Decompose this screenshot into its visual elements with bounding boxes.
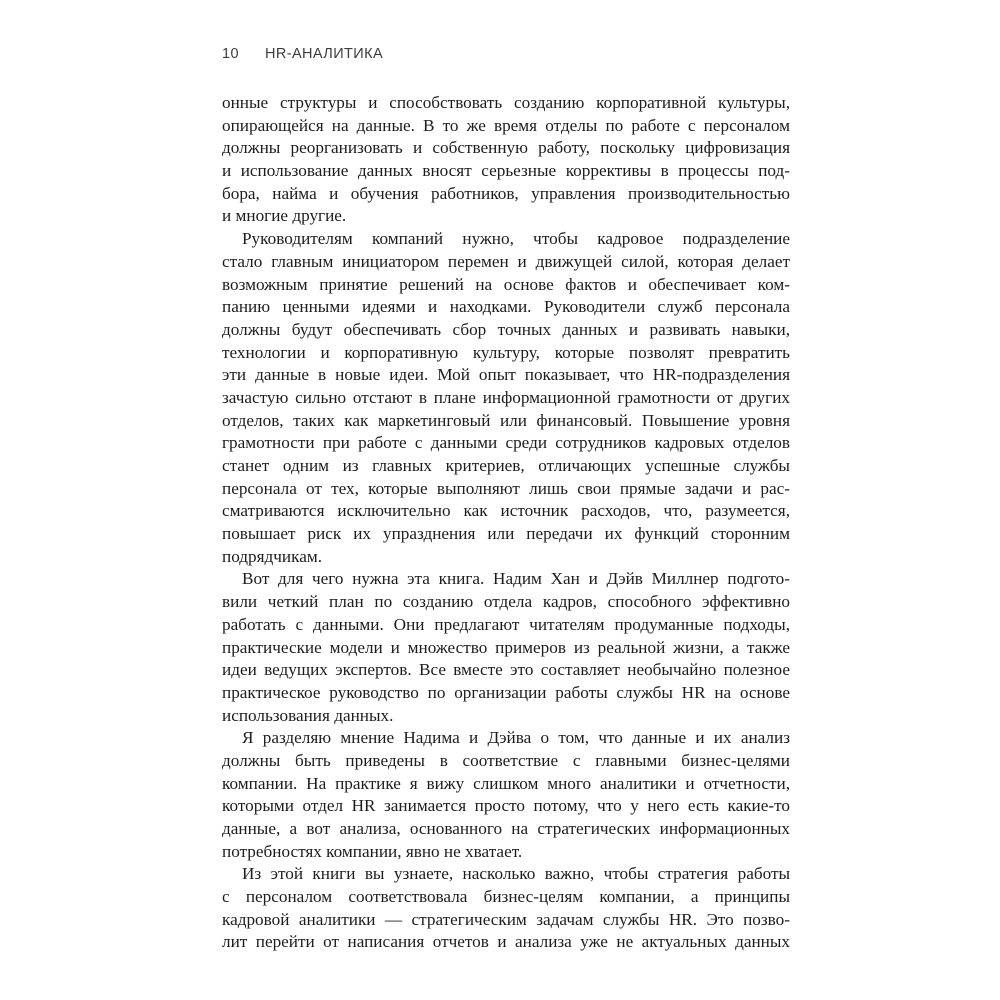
text-line: должны реорганизовать и собственную работу, поскольку цифровизация: [222, 138, 790, 158]
text-line: компании. На практике я вижу слишком много аналитики и отчетности,: [222, 773, 790, 793]
text-line: онные структуры и способствовать созданию корпоративной культуры,: [222, 93, 790, 112]
text-line: сматриваются исключительно как источник расходов, что, разумеется,: [222, 501, 790, 521]
text-line: потребностях компании, явно не хватает.: [222, 841, 523, 861]
text-line: данные, а вот анализа, основанного на стратегических информационных: [222, 819, 790, 838]
text-line: Я разделяю мнение Надима и Дэйва о том, что данные и их анализ: [242, 728, 790, 748]
text-line: кадровой аналитики — стратегическим задачам службы HR. Это позво-: [222, 909, 790, 929]
text-line: грамотности при работе с данными среди сотрудников кадровых отделов: [222, 433, 790, 453]
paragraph: [222, 228, 790, 568]
text-line: эти данные в новые идеи. Мой опыт показывает, что HR-подразделения: [222, 365, 790, 385]
running-head: [222, 47, 790, 62]
text-line: с персоналом соответствовала бизнес-целям компании, а принципы: [222, 887, 790, 907]
text-line: Вот для чего нужна эта книга. Надим Хан и Дэйв Миллнер подгото-: [242, 569, 790, 589]
text-body: [222, 92, 790, 954]
running-head-title: HR-АНАЛИТИКА: [265, 46, 384, 62]
text-line: опирающейся на данные. В то же время отделы по работе с персоналом: [222, 115, 790, 135]
text-line: идеи ведущих экспертов. Все вместе это составляет необычайно полезное: [222, 660, 790, 680]
text-line: работать с данными. Они предлагают читателям продуманные подходы,: [222, 614, 790, 634]
text-line: практическое руководство по организации работы службы HR на основе: [222, 682, 790, 702]
text-line: возможным принятие решений на основе фактов и обеспечивает ком-: [222, 274, 790, 294]
paragraph: [222, 568, 790, 727]
text-line: станет одним из главных критериев, отличающих успешные службы: [222, 456, 790, 475]
text-line: Из этой книги вы узнаете, насколько важно, чтобы стратегия работы: [242, 864, 790, 884]
text-line: персонала от тех, которые выполняют лишь свои прямые задачи и рас-: [222, 478, 790, 498]
text-line: панию ценными идеями и находками. Руководители служб персонала: [222, 297, 790, 317]
text-line: отделов, таких как маркетинговый или финансовый. Повышение уровня: [222, 410, 790, 430]
page-number: 10: [222, 46, 239, 62]
text-line: и многие другие.: [222, 206, 347, 226]
text-line: и использование данных вносят серьезные коррективы в процессы под-: [222, 161, 790, 181]
text-line: стало главным инициатором перемен и движущей силой, которая делает: [222, 251, 790, 271]
text-line: повышает риск их упразднения или передачи их функций сторонним: [222, 524, 790, 544]
text-line: практические модели и множество примеров из реальной жизни, а также: [222, 637, 790, 657]
paragraph: [222, 863, 790, 954]
text-line: лит перейти от написания отчетов и анализа уже не актуальных данных: [222, 932, 790, 952]
text-line: бора, найма и обучения работников, управления производительностью: [222, 183, 790, 203]
text-line: вили четкий план по созданию отдела кадров, способного эффективно: [222, 592, 790, 612]
page-content: [222, 0, 790, 954]
text-line: которыми отдел HR занимается просто потому, что у него есть какие-то: [222, 796, 790, 816]
text-line: технологии и корпоративную культуру, которые позволят превратить: [222, 342, 790, 362]
text-line: использования данных.: [222, 705, 394, 725]
paragraph: [222, 727, 790, 863]
text-line: должны быть приведены в соответствие с главными бизнес-целями: [222, 750, 790, 770]
text-line: должны будут обеспечивать сбор точных данных и развивать навыки,: [222, 319, 790, 339]
text-line: подрядчикам.: [222, 546, 323, 566]
paragraph: [222, 92, 790, 228]
text-line: Руководителям компаний нужно, чтобы кадровое подразделение: [242, 229, 790, 249]
text-line: зачастую сильно отстают в плане информационной грамотности от других: [222, 387, 790, 407]
